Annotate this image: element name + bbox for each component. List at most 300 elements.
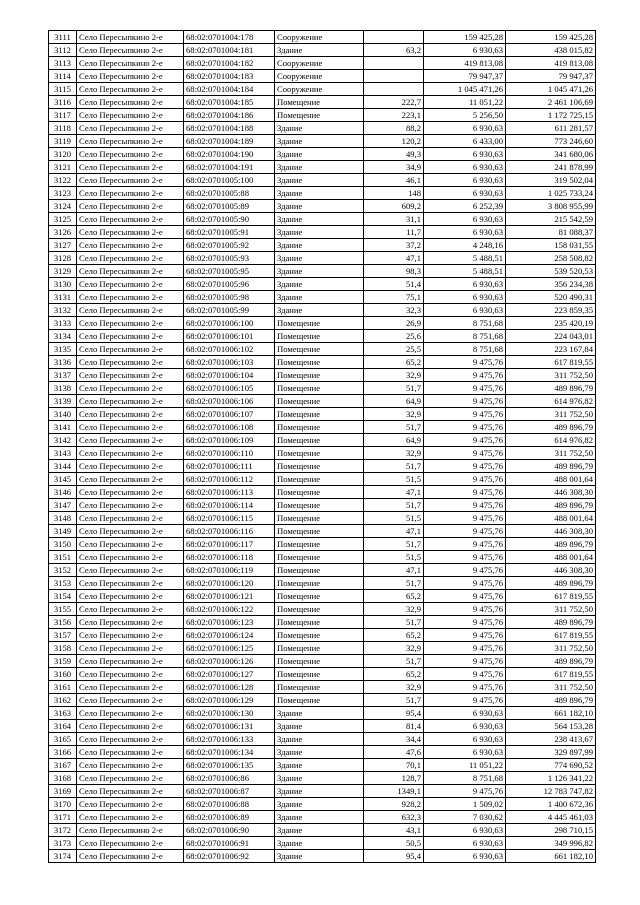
cadastral-value-cell: 520 490,31: [506, 291, 596, 304]
row-number-cell: 3155: [49, 603, 77, 616]
cadastral-number-cell: 68:02:0701004:191: [184, 161, 275, 174]
cadastral-value-cell: 2 461 106,69: [506, 96, 596, 109]
settlement-name-cell: Село Пересыпкино 2-е: [77, 161, 184, 174]
settlement-name-cell: Село Пересыпкино 2-е: [77, 655, 184, 668]
unit-value-cell: 5 488,51: [424, 252, 506, 265]
object-type-cell: Помещение: [275, 499, 364, 512]
area-cell: 65,2: [364, 668, 424, 681]
object-type-cell: Помещение: [275, 564, 364, 577]
area-cell: 32,9: [364, 369, 424, 382]
area-cell: 64,9: [364, 434, 424, 447]
table-row: [49, 356, 596, 369]
unit-value-cell: 9 475,76: [424, 421, 506, 434]
object-type-cell: Помещение: [275, 577, 364, 590]
table-row: [49, 57, 596, 70]
unit-value-cell: 6 930,63: [424, 746, 506, 759]
table-row: [49, 460, 596, 473]
row-number-cell: 3158: [49, 642, 77, 655]
unit-value-cell: 6 930,63: [424, 44, 506, 57]
object-type-cell: Помещение: [275, 590, 364, 603]
cadastral-number-cell: 68:02:0701004:190: [184, 148, 275, 161]
row-number-cell: 3151: [49, 551, 77, 564]
area-cell: 65,2: [364, 629, 424, 642]
unit-value-cell: 9 475,76: [424, 382, 506, 395]
row-number-cell: 3140: [49, 408, 77, 421]
table-row: [49, 772, 596, 785]
settlement-name-cell: Село Пересыпкино 2-е: [77, 317, 184, 330]
area-cell: 25,5: [364, 343, 424, 356]
row-number-cell: 3171: [49, 811, 77, 824]
row-number-cell: 3142: [49, 434, 77, 447]
unit-value-cell: 1 509,02: [424, 798, 506, 811]
settlement-name-cell: Село Пересыпкино 2-е: [77, 174, 184, 187]
object-type-cell: Здание: [275, 304, 364, 317]
settlement-name-cell: Село Пересыпкино 2-е: [77, 668, 184, 681]
cadastral-number-cell: 68:02:0701006:102: [184, 343, 275, 356]
settlement-name-cell: Село Пересыпкино 2-е: [77, 148, 184, 161]
cadastral-value-cell: 311 752,50: [506, 603, 596, 616]
cadastral-value-cell: 159 425,28: [506, 31, 596, 44]
area-cell: 47,1: [364, 564, 424, 577]
table-row: [49, 161, 596, 174]
object-type-cell: Сооружение: [275, 70, 364, 83]
cadastral-value-cell: 419 813,08: [506, 57, 596, 70]
area-cell: [364, 57, 424, 70]
unit-value-cell: 6 930,63: [424, 850, 506, 863]
unit-value-cell: 9 475,76: [424, 473, 506, 486]
unit-value-cell: 6 930,63: [424, 707, 506, 720]
unit-value-cell: 9 475,76: [424, 655, 506, 668]
row-number-cell: 3130: [49, 278, 77, 291]
area-cell: 128,7: [364, 772, 424, 785]
row-number-cell: 3146: [49, 486, 77, 499]
area-cell: 32,3: [364, 304, 424, 317]
unit-value-cell: 9 475,76: [424, 551, 506, 564]
area-cell: 70,1: [364, 759, 424, 772]
row-number-cell: 3113: [49, 57, 77, 70]
cadastral-number-cell: 68:02:0701006:109: [184, 434, 275, 447]
object-type-cell: Здание: [275, 759, 364, 772]
cadastral-number-cell: 68:02:0701006:115: [184, 512, 275, 525]
unit-value-cell: 8 751,68: [424, 330, 506, 343]
unit-value-cell: 9 475,76: [424, 590, 506, 603]
object-type-cell: Помещение: [275, 356, 364, 369]
table-row: [49, 239, 596, 252]
object-type-cell: Здание: [275, 265, 364, 278]
settlement-name-cell: Село Пересыпкино 2-е: [77, 707, 184, 720]
row-number-cell: 3119: [49, 135, 77, 148]
settlement-name-cell: Село Пересыпкино 2-е: [77, 330, 184, 343]
cadastral-number-cell: 68:02:0701006:125: [184, 642, 275, 655]
cadastral-value-cell: 3 808 955,99: [506, 200, 596, 213]
cadastral-value-cell: 614 976,82: [506, 395, 596, 408]
object-type-cell: Помещение: [275, 642, 364, 655]
area-cell: 11,7: [364, 226, 424, 239]
settlement-name-cell: Село Пересыпкино 2-е: [77, 460, 184, 473]
table-row: [49, 213, 596, 226]
table-row: [49, 603, 596, 616]
settlement-name-cell: Село Пересыпкино 2-е: [77, 96, 184, 109]
settlement-name-cell: Село Пересыпкино 2-е: [77, 720, 184, 733]
cadastral-value-cell: 489 896,79: [506, 499, 596, 512]
table-row: [49, 174, 596, 187]
table-row: [49, 369, 596, 382]
area-cell: [364, 70, 424, 83]
cadastral-value-cell: 614 976,82: [506, 434, 596, 447]
object-type-cell: Здание: [275, 200, 364, 213]
unit-value-cell: 11 051,22: [424, 759, 506, 772]
unit-value-cell: 9 475,76: [424, 447, 506, 460]
settlement-name-cell: Село Пересыпкино 2-е: [77, 603, 184, 616]
table-body: [49, 31, 596, 863]
row-number-cell: 3153: [49, 577, 77, 590]
row-number-cell: 3145: [49, 473, 77, 486]
unit-value-cell: 1 045 471,26: [424, 83, 506, 96]
cadastral-number-cell: 68:02:0701006:117: [184, 538, 275, 551]
object-type-cell: Здание: [275, 811, 364, 824]
cadastral-number-cell: 68:02:0701004:184: [184, 83, 275, 96]
cadastral-value-cell: 1 045 471,26: [506, 83, 596, 96]
cadastral-value-cell: 319 502,04: [506, 174, 596, 187]
cadastral-value-cell: 489 896,79: [506, 655, 596, 668]
table-row: [49, 629, 596, 642]
unit-value-cell: 9 475,76: [424, 616, 506, 629]
table-row: [49, 343, 596, 356]
cadastral-number-cell: 68:02:0701005:99: [184, 304, 275, 317]
table-row: [49, 824, 596, 837]
row-number-cell: 3165: [49, 733, 77, 746]
object-type-cell: Здание: [275, 291, 364, 304]
cadastral-number-cell: 68:02:0701006:135: [184, 759, 275, 772]
unit-value-cell: 6 930,63: [424, 161, 506, 174]
row-number-cell: 3150: [49, 538, 77, 551]
cadastral-number-cell: 68:02:0701006:131: [184, 720, 275, 733]
object-type-cell: Здание: [275, 785, 364, 798]
row-number-cell: 3132: [49, 304, 77, 317]
table-row: [49, 187, 596, 200]
cadastral-value-cell: 241 878,99: [506, 161, 596, 174]
area-cell: 120,2: [364, 135, 424, 148]
unit-value-cell: 6 930,63: [424, 174, 506, 187]
cadastral-number-cell: 68:02:0701006:108: [184, 421, 275, 434]
row-number-cell: 3157: [49, 629, 77, 642]
settlement-name-cell: Село Пересыпкино 2-е: [77, 499, 184, 512]
cadastral-value-cell: 311 752,50: [506, 369, 596, 382]
unit-value-cell: 9 475,76: [424, 564, 506, 577]
area-cell: 50,5: [364, 837, 424, 850]
area-cell: 223,1: [364, 109, 424, 122]
settlement-name-cell: Село Пересыпкино 2-е: [77, 564, 184, 577]
settlement-name-cell: Село Пересыпкино 2-е: [77, 694, 184, 707]
area-cell: 46,1: [364, 174, 424, 187]
cadastral-number-cell: 68:02:0701006:118: [184, 551, 275, 564]
area-cell: 65,2: [364, 356, 424, 369]
area-cell: 51,7: [364, 499, 424, 512]
cadastral-number-cell: 68:02:0701005:89: [184, 200, 275, 213]
cadastral-value-cell: 311 752,50: [506, 642, 596, 655]
object-type-cell: Помещение: [275, 512, 364, 525]
object-type-cell: Помещение: [275, 382, 364, 395]
table-row: [49, 226, 596, 239]
row-number-cell: 3131: [49, 291, 77, 304]
row-number-cell: 3126: [49, 226, 77, 239]
area-cell: 95,4: [364, 707, 424, 720]
row-number-cell: 3124: [49, 200, 77, 213]
cadastral-value-cell: 223 859,35: [506, 304, 596, 317]
unit-value-cell: 6 930,63: [424, 720, 506, 733]
object-type-cell: Здание: [275, 122, 364, 135]
cadastral-value-cell: 539 520,53: [506, 265, 596, 278]
area-cell: 26,9: [364, 317, 424, 330]
object-type-cell: Помещение: [275, 330, 364, 343]
settlement-name-cell: Село Пересыпкино 2-е: [77, 122, 184, 135]
cadastral-number-cell: 68:02:0701005:100: [184, 174, 275, 187]
unit-value-cell: 9 475,76: [424, 512, 506, 525]
settlement-name-cell: Село Пересыпкино 2-е: [77, 304, 184, 317]
object-type-cell: Сооружение: [275, 83, 364, 96]
table-row: [49, 109, 596, 122]
unit-value-cell: 159 425,28: [424, 31, 506, 44]
table-row: [49, 44, 596, 57]
object-type-cell: Помещение: [275, 538, 364, 551]
row-number-cell: 3123: [49, 187, 77, 200]
unit-value-cell: 6 252,39: [424, 200, 506, 213]
row-number-cell: 3120: [49, 148, 77, 161]
cadastral-value-cell: 1 126 341,22: [506, 772, 596, 785]
cadastral-value-cell: 446 308,30: [506, 486, 596, 499]
settlement-name-cell: Село Пересыпкино 2-е: [77, 135, 184, 148]
cadastral-value-cell: 489 896,79: [506, 421, 596, 434]
cadastral-number-cell: 68:02:0701005:98: [184, 291, 275, 304]
object-type-cell: Помещение: [275, 668, 364, 681]
settlement-name-cell: Село Пересыпкино 2-е: [77, 291, 184, 304]
cadastral-number-cell: 68:02:0701006:119: [184, 564, 275, 577]
object-type-cell: Помещение: [275, 486, 364, 499]
row-number-cell: 3144: [49, 460, 77, 473]
settlement-name-cell: Село Пересыпкино 2-е: [77, 343, 184, 356]
row-number-cell: 3133: [49, 317, 77, 330]
unit-value-cell: 11 051,22: [424, 96, 506, 109]
cadastral-number-cell: 68:02:0701005:93: [184, 252, 275, 265]
settlement-name-cell: Село Пересыпкино 2-е: [77, 733, 184, 746]
row-number-cell: 3116: [49, 96, 77, 109]
table-row: [49, 642, 596, 655]
row-number-cell: 3154: [49, 590, 77, 603]
cadastral-number-cell: 68:02:0701006:111: [184, 460, 275, 473]
cadastral-value-cell: 238 413,67: [506, 733, 596, 746]
table-row: [49, 694, 596, 707]
area-cell: 37,2: [364, 239, 424, 252]
area-cell: 47,1: [364, 486, 424, 499]
row-number-cell: 3143: [49, 447, 77, 460]
row-number-cell: 3147: [49, 499, 77, 512]
row-number-cell: 3136: [49, 356, 77, 369]
cadastral-value-cell: 773 246,60: [506, 135, 596, 148]
cadastral-value-cell: 617 819,55: [506, 590, 596, 603]
cadastral-number-cell: 68:02:0701006:129: [184, 694, 275, 707]
row-number-cell: 3141: [49, 421, 77, 434]
object-type-cell: Помещение: [275, 109, 364, 122]
area-cell: 928,2: [364, 798, 424, 811]
cadastral-value-cell: 564 153,28: [506, 720, 596, 733]
row-number-cell: 3160: [49, 668, 77, 681]
settlement-name-cell: Село Пересыпкино 2-е: [77, 798, 184, 811]
row-number-cell: 3118: [49, 122, 77, 135]
unit-value-cell: 9 475,76: [424, 434, 506, 447]
settlement-name-cell: Село Пересыпкино 2-е: [77, 239, 184, 252]
table-row: [49, 590, 596, 603]
settlement-name-cell: Село Пересыпкино 2-е: [77, 850, 184, 863]
area-cell: 49,3: [364, 148, 424, 161]
cadastral-value-cell: 446 308,30: [506, 564, 596, 577]
unit-value-cell: 6 930,63: [424, 733, 506, 746]
settlement-name-cell: Село Пересыпкино 2-е: [77, 746, 184, 759]
area-cell: 609,2: [364, 200, 424, 213]
table-row: [49, 759, 596, 772]
table-row: [49, 265, 596, 278]
settlement-name-cell: Село Пересыпкино 2-е: [77, 265, 184, 278]
cadastral-number-cell: 68:02:0701006:103: [184, 356, 275, 369]
row-number-cell: 3174: [49, 850, 77, 863]
object-type-cell: Здание: [275, 278, 364, 291]
object-type-cell: Здание: [275, 252, 364, 265]
cadastral-number-cell: 68:02:0701006:106: [184, 395, 275, 408]
cadastral-value-cell: 617 819,55: [506, 629, 596, 642]
object-type-cell: Помещение: [275, 473, 364, 486]
settlement-name-cell: Село Пересыпкино 2-е: [77, 278, 184, 291]
object-type-cell: Здание: [275, 187, 364, 200]
row-number-cell: 3169: [49, 785, 77, 798]
table-row: [49, 317, 596, 330]
table-row: [49, 304, 596, 317]
table-row: [49, 707, 596, 720]
table-row: [49, 135, 596, 148]
area-cell: 95,4: [364, 850, 424, 863]
cadastral-value-cell: 489 896,79: [506, 460, 596, 473]
cadastral-number-cell: 68:02:0701006:124: [184, 629, 275, 642]
cadastral-number-cell: 68:02:0701006:107: [184, 408, 275, 421]
row-number-cell: 3114: [49, 70, 77, 83]
cadastral-number-cell: 68:02:0701006:92: [184, 850, 275, 863]
cadastral-value-cell: 661 182,10: [506, 707, 596, 720]
table-row: [49, 31, 596, 44]
area-cell: 32,9: [364, 642, 424, 655]
unit-value-cell: 9 475,76: [424, 525, 506, 538]
area-cell: 81,4: [364, 720, 424, 733]
table-row: [49, 499, 596, 512]
cadastral-value-cell: 489 896,79: [506, 616, 596, 629]
cadastral-number-cell: 68:02:0701006:100: [184, 317, 275, 330]
cadastral-value-cell: 446 308,30: [506, 525, 596, 538]
table-row: [49, 200, 596, 213]
settlement-name-cell: Село Пересыпкино 2-е: [77, 486, 184, 499]
row-number-cell: 3170: [49, 798, 77, 811]
cadastral-value-cell: 4 445 461,03: [506, 811, 596, 824]
cadastral-number-cell: 68:02:0701006:122: [184, 603, 275, 616]
settlement-name-cell: Село Пересыпкино 2-е: [77, 187, 184, 200]
row-number-cell: 3162: [49, 694, 77, 707]
table-row: [49, 577, 596, 590]
row-number-cell: 3164: [49, 720, 77, 733]
cadastral-number-cell: 68:02:0701006:87: [184, 785, 275, 798]
unit-value-cell: 9 475,76: [424, 642, 506, 655]
table-row: [49, 733, 596, 746]
table-row: [49, 447, 596, 460]
area-cell: 32,9: [364, 408, 424, 421]
unit-value-cell: 6 930,63: [424, 187, 506, 200]
settlement-name-cell: Село Пересыпкино 2-е: [77, 57, 184, 70]
area-cell: 51,7: [364, 694, 424, 707]
cadastral-number-cell: 68:02:0701006:101: [184, 330, 275, 343]
object-type-cell: Здание: [275, 746, 364, 759]
cadastral-number-cell: 68:02:0701006:91: [184, 837, 275, 850]
row-number-cell: 3122: [49, 174, 77, 187]
cadastral-value-cell: 611 281,57: [506, 122, 596, 135]
unit-value-cell: 5 488,51: [424, 265, 506, 278]
area-cell: 51,5: [364, 551, 424, 564]
cadastral-number-cell: 68:02:0701004:181: [184, 44, 275, 57]
object-type-cell: Здание: [275, 44, 364, 57]
cadastral-value-cell: 223 167,84: [506, 343, 596, 356]
table-row: [49, 655, 596, 668]
table-row: [49, 798, 596, 811]
settlement-name-cell: Село Пересыпкино 2-е: [77, 642, 184, 655]
settlement-name-cell: Село Пересыпкино 2-е: [77, 837, 184, 850]
settlement-name-cell: Село Пересыпкино 2-е: [77, 200, 184, 213]
area-cell: 43,1: [364, 824, 424, 837]
document-page: [48, 30, 595, 863]
settlement-name-cell: Село Пересыпкино 2-е: [77, 395, 184, 408]
settlement-name-cell: Село Пересыпкино 2-е: [77, 31, 184, 44]
object-type-cell: Помещение: [275, 395, 364, 408]
cadastral-value-cell: 224 043,01: [506, 330, 596, 343]
cadastral-number-cell: 68:02:0701006:89: [184, 811, 275, 824]
cadastral-value-cell: 349 996,82: [506, 837, 596, 850]
cadastral-number-cell: 68:02:0701004:186: [184, 109, 275, 122]
settlement-name-cell: Село Пересыпкино 2-е: [77, 447, 184, 460]
unit-value-cell: 9 475,76: [424, 785, 506, 798]
table-row: [49, 395, 596, 408]
area-cell: 32,9: [364, 447, 424, 460]
row-number-cell: 3135: [49, 343, 77, 356]
settlement-name-cell: Село Пересыпкино 2-е: [77, 616, 184, 629]
area-cell: 65,2: [364, 590, 424, 603]
unit-value-cell: 419 813,08: [424, 57, 506, 70]
object-type-cell: Здание: [275, 772, 364, 785]
object-type-cell: Здание: [275, 174, 364, 187]
row-number-cell: 3161: [49, 681, 77, 694]
unit-value-cell: 8 751,68: [424, 772, 506, 785]
cadastral-number-cell: 68:02:0701006:120: [184, 577, 275, 590]
settlement-name-cell: Село Пересыпкино 2-е: [77, 382, 184, 395]
area-cell: 222,7: [364, 96, 424, 109]
cadastral-value-table: [48, 30, 596, 863]
cadastral-value-cell: 1 172 725,15: [506, 109, 596, 122]
settlement-name-cell: Село Пересыпкино 2-е: [77, 525, 184, 538]
table-row: [49, 811, 596, 824]
object-type-cell: Помещение: [275, 460, 364, 473]
area-cell: [364, 31, 424, 44]
cadastral-number-cell: 68:02:0701005:96: [184, 278, 275, 291]
object-type-cell: Здание: [275, 161, 364, 174]
table-row: [49, 512, 596, 525]
object-type-cell: Помещение: [275, 694, 364, 707]
cadastral-number-cell: 68:02:0701005:95: [184, 265, 275, 278]
cadastral-value-cell: 215 542,59: [506, 213, 596, 226]
unit-value-cell: 8 751,68: [424, 317, 506, 330]
area-cell: 75,1: [364, 291, 424, 304]
object-type-cell: Здание: [275, 226, 364, 239]
